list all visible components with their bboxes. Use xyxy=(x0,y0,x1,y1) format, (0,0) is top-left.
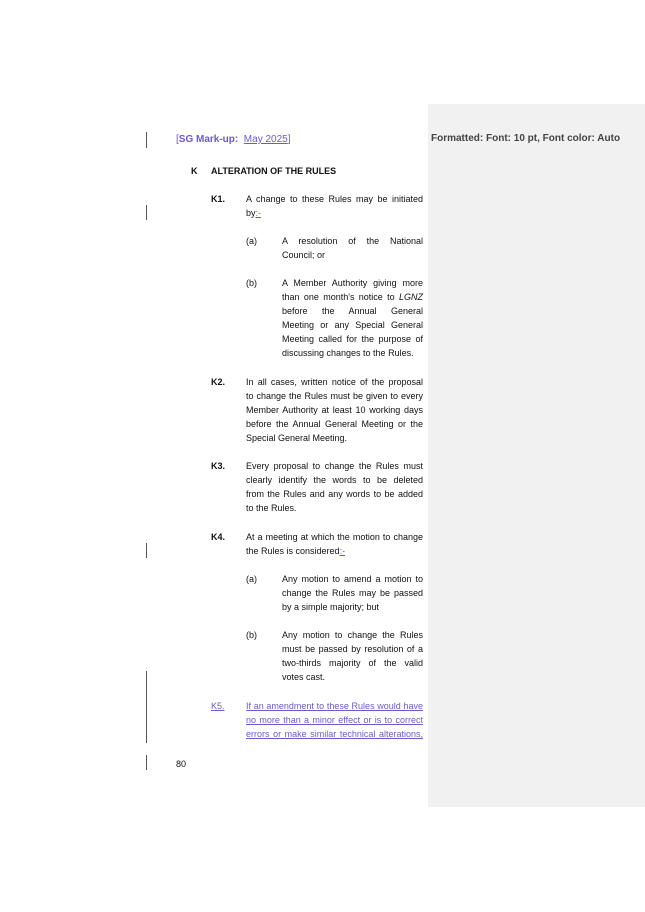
markup-tag: SG Mark-up: xyxy=(178,134,239,145)
k4-a-line-3: by a simple majority; but xyxy=(282,602,380,612)
k2-number: K2. xyxy=(211,377,226,387)
k2-line-5: Special General Meeting. xyxy=(246,433,348,443)
markup-header xyxy=(176,133,291,147)
k3-line-3: from the Rules and any words to be added xyxy=(246,489,423,499)
change-bar xyxy=(146,543,147,558)
k4-b-line-1: Any motion to change the Rules xyxy=(282,630,423,640)
k3-line-4: to the Rules. xyxy=(246,503,297,513)
comment-label: Formatted: Font: 10 pt, Font color: Auto xyxy=(431,133,621,144)
k1-b-line-2 xyxy=(282,290,423,304)
k4-a-label: (a) xyxy=(246,574,257,584)
k5-number: K5. xyxy=(211,701,225,711)
k4-number: K4. xyxy=(211,532,226,542)
k1-inserted-colon: :- xyxy=(255,208,262,218)
k3-line-1: Every proposal to change the Rules must xyxy=(246,461,423,471)
k4-b-label: (b) xyxy=(246,630,257,640)
k1-b-label: (b) xyxy=(246,278,257,288)
k1-b-line-4: Meeting or any Special General xyxy=(282,320,423,330)
k2-line-1: In all cases, written notice of the proposal xyxy=(246,377,423,387)
k1-number: K1. xyxy=(211,194,226,204)
k1-line-2-text: by xyxy=(246,208,256,218)
k2-line-2: to change the Rules must be given to every xyxy=(246,391,423,401)
section-title: ALTERATION OF THE RULES xyxy=(211,166,337,176)
k4-b-line-3: two-thirds majority of the valid xyxy=(282,658,423,668)
change-bar xyxy=(146,205,147,220)
k1-a-line-1: A resolution of the National xyxy=(282,236,423,246)
markup-date: May 2025 xyxy=(243,134,288,145)
k4-line-1: At a meeting at which the motion to change xyxy=(246,532,423,542)
k1-b-line-1: A Member Authority giving more xyxy=(282,278,423,288)
section-letter: K xyxy=(191,166,198,176)
k4-a-line-1: Any motion to amend a motion to xyxy=(282,574,423,584)
k4-line-2-text: the Rules is considered xyxy=(246,546,340,556)
comment-pane xyxy=(428,104,645,807)
k4-b-line-4: votes cast. xyxy=(282,672,326,682)
k5-line-3: errors or make similar technical alterations, xyxy=(246,729,423,739)
k1-b-line-3: before the Annual General xyxy=(282,306,423,316)
k1-line-1: A change to these Rules may be initiated xyxy=(246,194,423,204)
k5-line-1: If an amendment to these Rules would have xyxy=(246,701,423,711)
k4-b-line-2: must be passed by resolution of a xyxy=(282,644,423,654)
page-number: 80 xyxy=(176,759,187,769)
markup-bracket-open: [ xyxy=(176,134,179,145)
k3-line-2: clearly identify the words to be deleted xyxy=(246,475,423,485)
k1-b-line-2-lgnz: LGNZ xyxy=(398,292,423,302)
k1-line-2 xyxy=(246,206,261,220)
k1-b-line-5: Meeting called for the purpose of xyxy=(282,334,423,344)
k2-line-3: Member Authority at least 10 working days xyxy=(246,405,423,415)
k2-line-4: before the Annual General Meeting or the xyxy=(246,419,423,429)
k3-number: K3. xyxy=(211,461,226,471)
change-bar xyxy=(146,755,147,770)
k1-a-line-2: Council; or xyxy=(282,250,326,260)
markup-bracket-close: ] xyxy=(287,134,291,145)
change-bar xyxy=(146,132,147,148)
k4-a-line-2: change the Rules may be passed xyxy=(282,588,423,598)
k4-line-2 xyxy=(246,544,345,558)
change-bar xyxy=(146,671,147,743)
k1-a-label: (a) xyxy=(246,236,257,246)
k1-b-line-2-text: than one month's notice to xyxy=(282,292,399,302)
k4-inserted-colon: :- xyxy=(339,546,346,556)
k5-line-2: no more than a minor effect or is to correct xyxy=(246,715,423,725)
k1-b-line-6: discussing changes to the Rules. xyxy=(282,348,414,358)
